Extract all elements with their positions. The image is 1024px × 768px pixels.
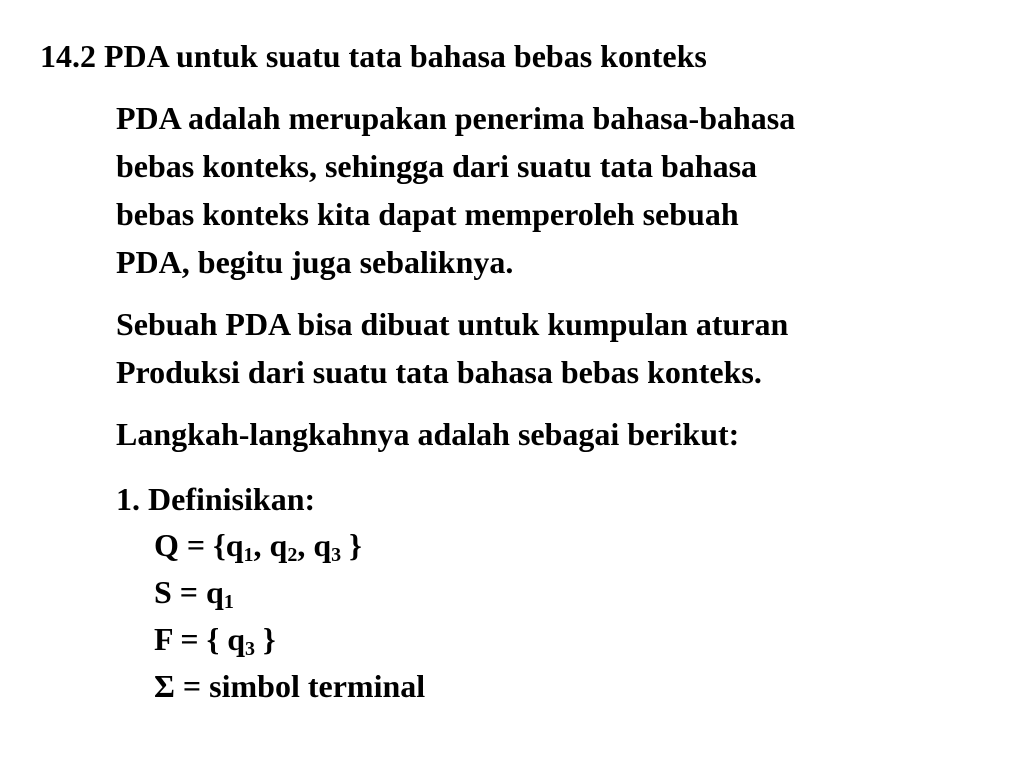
definition-q [154, 522, 425, 569]
definition-f-prefix: F = { q [154, 621, 245, 657]
definition-sigma: Σ = simbol terminal [154, 668, 426, 704]
text-line: Langkah-langkahnya adalah sebagai berikut: [116, 416, 740, 452]
definition-f [154, 616, 425, 663]
step-1-label: 1. Definisikan: [116, 481, 316, 517]
definition-q-suffix: } [341, 527, 362, 563]
text-line: PDA adalah merupakan penerima bahasa-bahasa [116, 100, 796, 136]
text-line: PDA, begitu juga sebaliknya. [116, 244, 514, 280]
definition-f-suffix: } [255, 621, 276, 657]
definition-s-prefix: S = q [154, 574, 224, 610]
text-line: Sebuah PDA bisa dibuat untuk kumpulan aturan [116, 306, 789, 342]
separator: , q [297, 527, 332, 563]
paragraph-pda-definition [116, 94, 996, 286]
subscript: 1 [243, 544, 254, 566]
text-line: bebas konteks, sehingga dari suatu tata bahasa [116, 148, 758, 184]
subscript: 3 [245, 638, 255, 660]
subscript: 1 [223, 591, 234, 613]
text-line: bebas konteks kita dapat memperoleh sebuah [116, 196, 739, 232]
paragraph-pda-construction [116, 300, 996, 396]
definition-q-prefix: Q = {q [154, 527, 244, 563]
subscript: 3 [331, 544, 342, 566]
definition-s [154, 569, 425, 616]
slide-title: 14.2 PDA untuk suatu tata bahasa bebas konteks [40, 38, 707, 74]
paragraph-steps-intro [116, 410, 996, 458]
subscript: 2 [287, 544, 298, 566]
separator: , q [253, 527, 288, 563]
definitions-list [154, 522, 425, 710]
text-line: Produksi dari suatu tata bahasa bebas konteks. [116, 354, 762, 390]
